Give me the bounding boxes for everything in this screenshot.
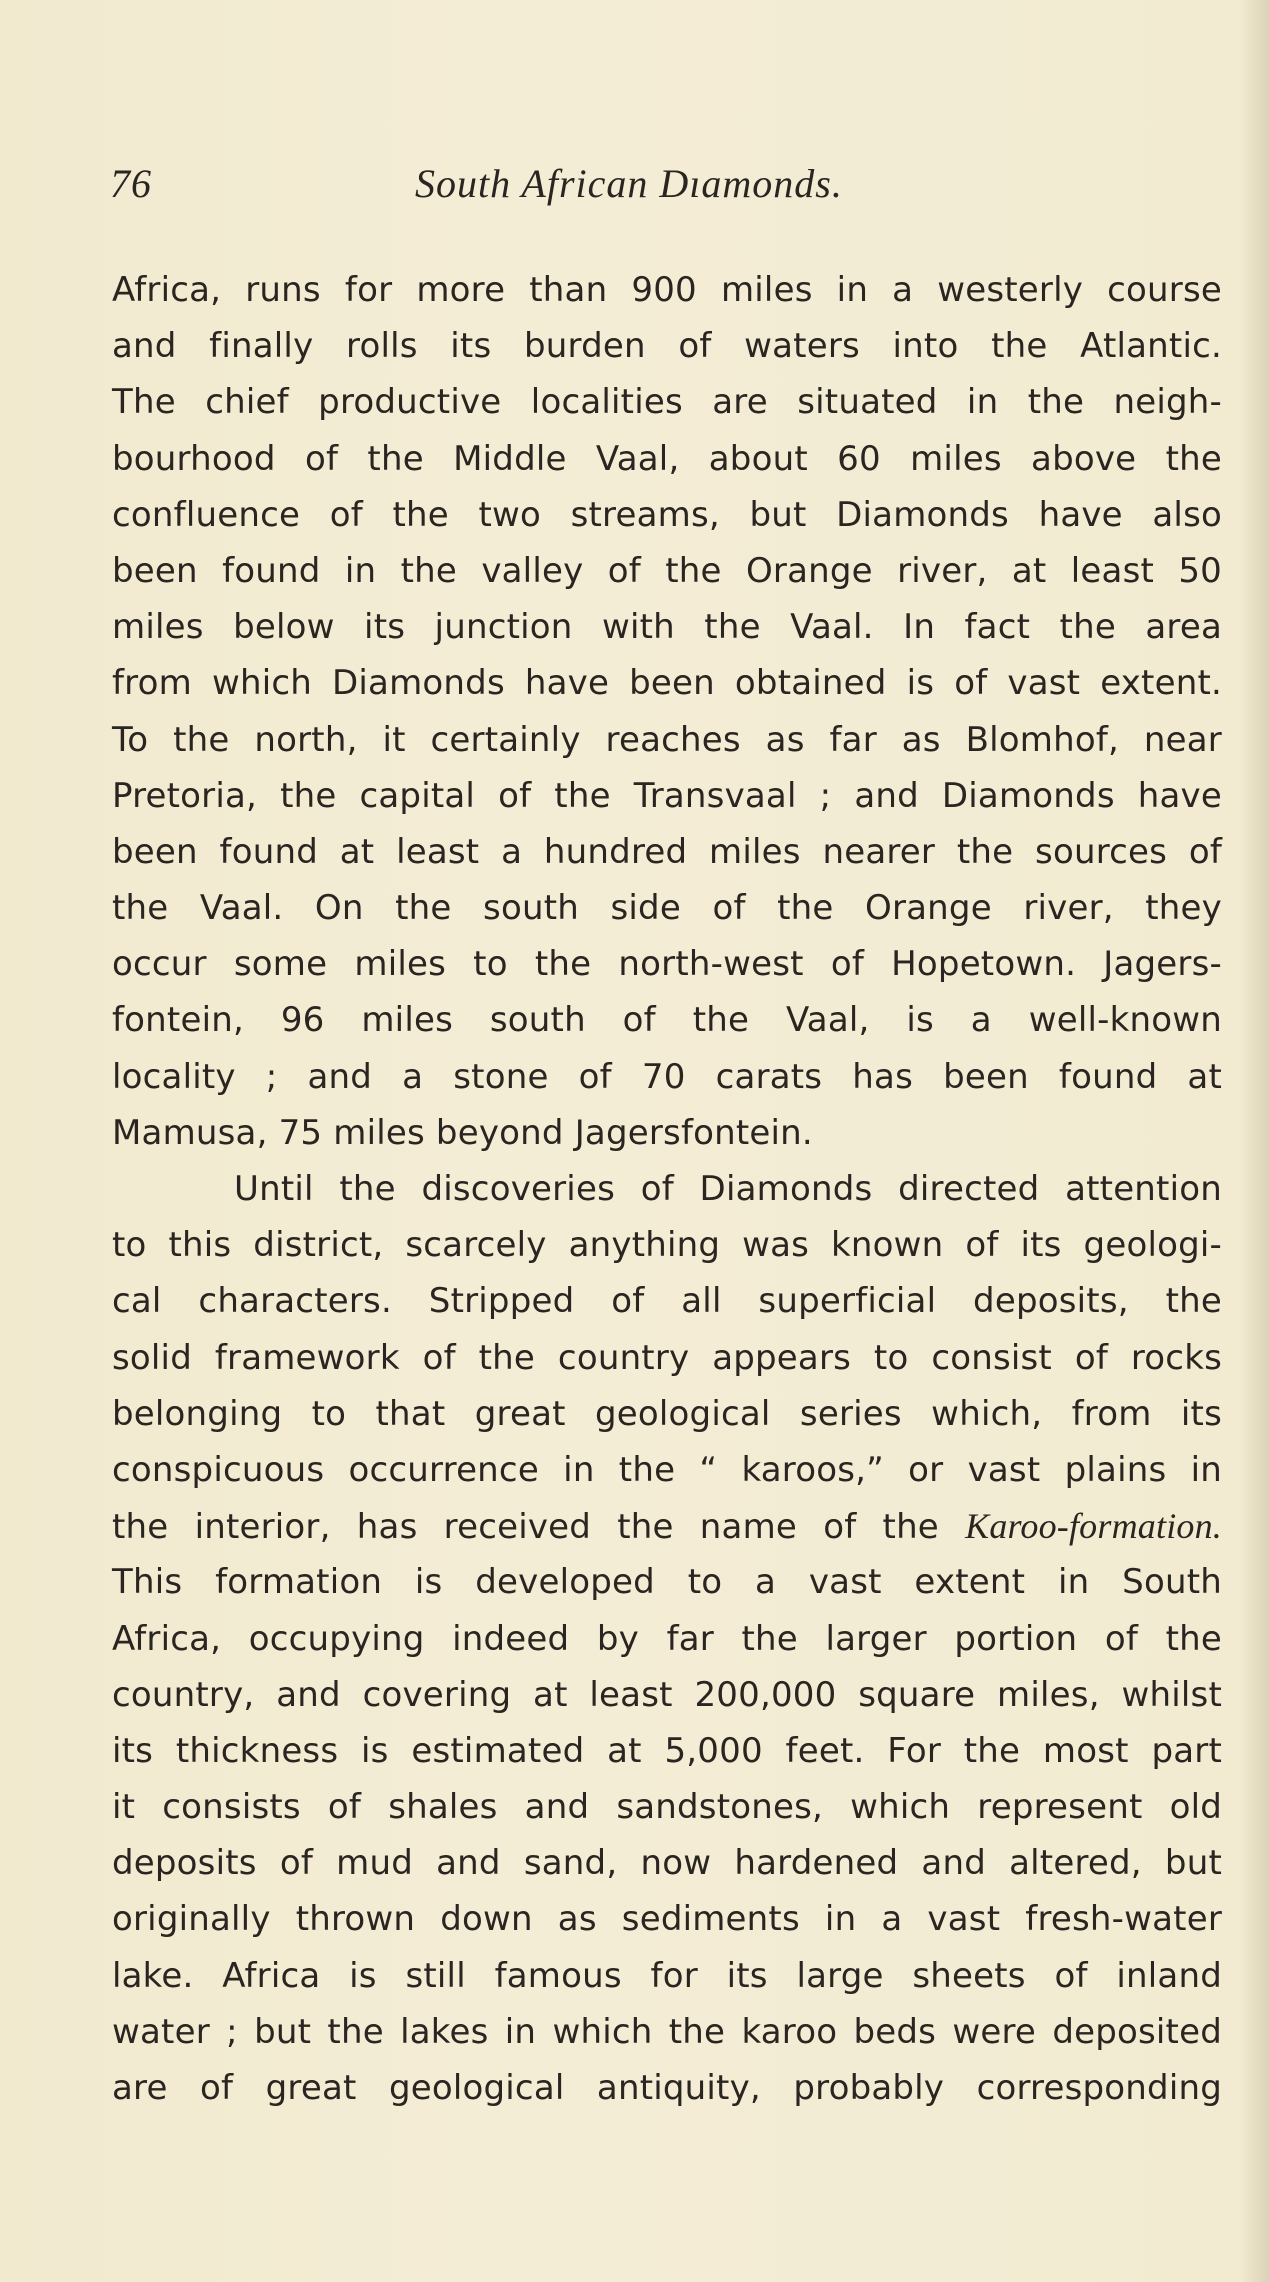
text-line-start: the interior, has received the name of the [112, 1507, 939, 1548]
text-line: from which Diamonds have been obtained is of vast extent. [112, 663, 1222, 704]
text-line: Pretoria, the capital of the Transvaal ; and Diamonds have [112, 775, 1222, 816]
text-line-with-italic-term [112, 1498, 1222, 1554]
text-line: This formation is developed to a vast extent in South [112, 1562, 1222, 1603]
text-line: it consists of shales and sandstones, which represent old [112, 1787, 1222, 1828]
text-line: conspicuous occurrence in the “ karoos,” or vast plains in [112, 1449, 1222, 1490]
text-line: confluence of the two streams, but Diamonds have also [112, 494, 1222, 535]
text-line: country, and covering at least 200,000 square miles, whilst [112, 1674, 1222, 1715]
text-line: miles below its junction with the Vaal. In fact the area [112, 607, 1222, 648]
italic-term: Karoo-formation. [965, 1506, 1222, 1547]
text-line: water ; but the lakes in which the karoo beds were deposited [112, 2011, 1222, 2052]
page-number: 76 [110, 161, 152, 206]
text-line: fontein, 96 miles south of the Vaal, is a well-known [112, 1000, 1222, 1041]
text-line: its thickness is estimated at 5,000 feet. For the most part [112, 1730, 1222, 1771]
text-line: the Vaal. On the south side of the Orange river, they [112, 888, 1222, 929]
text-line: to this district, scarcely anything was known of its geologi- [112, 1225, 1222, 1266]
paragraph-2 [112, 1161, 1222, 2116]
text-line: Africa, runs for more than 900 miles in a westerly course [112, 270, 1222, 310]
text-line: been found in the valley of the Orange river, at least 50 [112, 550, 1222, 591]
text-line: To the north, it certainly reaches as far as Blomhof, near [112, 719, 1222, 760]
text-line: solid framework of the country appears to consist of rocks [112, 1337, 1222, 1378]
text-line: occur some miles to the north-west of Hopetown. Jagers- [112, 944, 1222, 985]
text-line: are of great geological antiquity, probably corresponding [112, 2068, 1222, 2108]
text-line: Africa, occupying indeed by far the larger portion of the [112, 1618, 1222, 1659]
text-line: cal characters. Stripped of all superficial deposits, the [112, 1281, 1222, 1322]
text-line: been found at least a hundred miles nearer the sources of [112, 831, 1222, 872]
text-line: belonging to that great geological series which, from its [112, 1393, 1222, 1434]
running-head [110, 160, 1240, 220]
text-line: originally thrown down as sediments in a vast fresh-water [112, 1899, 1222, 1940]
text-line: lake. Africa is still famous for its large sheets of inland [112, 1955, 1222, 1996]
page-gutter-shadow [1239, 0, 1269, 2282]
paragraph-1 [112, 262, 1222, 1161]
body-text [112, 262, 1222, 2116]
text-line: The chief productive localities are situated in the neigh- [112, 382, 1222, 423]
text-line: bourhood of the Middle Vaal, about 60 miles above the [112, 438, 1222, 479]
text-line: Until the discoveries of Diamonds directed attention [234, 1169, 1222, 1209]
text-line: Mamusa, 75 miles beyond Jagersfontein. [112, 1112, 813, 1153]
text-line: locality ; and a stone of 70 carats has been found at [112, 1056, 1222, 1097]
text-line: deposits of mud and sand, now hardened and altered, but [112, 1843, 1222, 1884]
text-line: and finally rolls its burden of waters into the Atlantic. [112, 326, 1222, 367]
running-title: South African Dıamonds. [415, 161, 843, 206]
